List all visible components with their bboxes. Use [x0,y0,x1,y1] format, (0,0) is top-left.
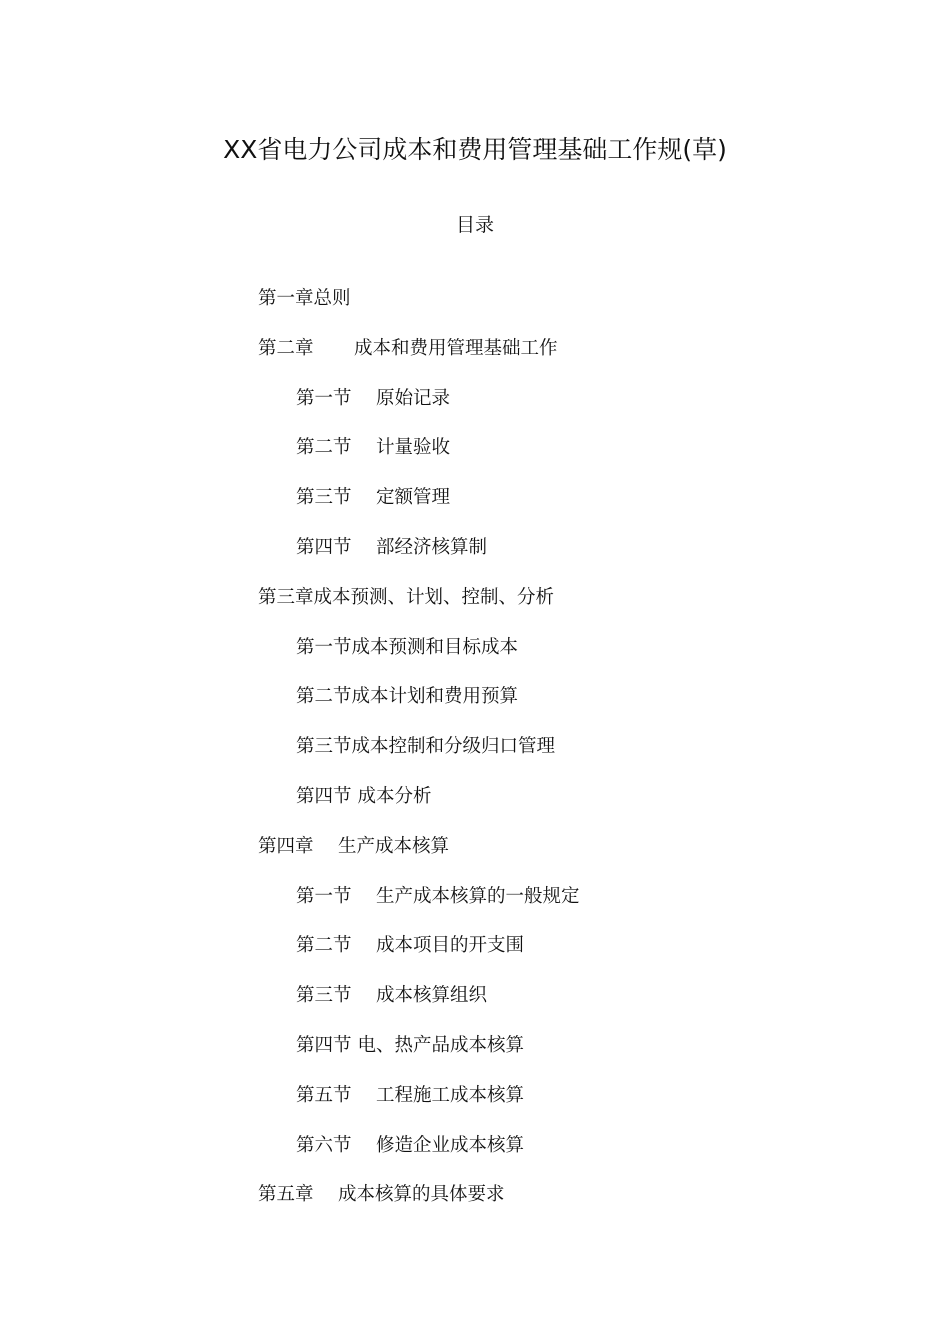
toc-chapter-3 [0,583,950,633]
toc-text: 定额管理 [376,487,451,509]
toc-number: 第四章 [258,835,314,857]
toc-chapter-5 [0,1180,950,1230]
toc-text: 总则 [313,288,351,309]
toc-section [0,682,950,732]
toc-number: 第五章 [258,1184,314,1206]
toc-text: 生产成本核算的一般规定 [376,885,580,907]
toc-number: 第二章 [258,337,314,359]
toc-chapter-4 [0,832,950,882]
toc-text: 成本预测、计划、控制、分析 [313,586,555,608]
toc-text: 成本核算的具体要求 [338,1184,505,1206]
toc-section [0,1081,950,1131]
toc-number: 第四节 [296,536,352,558]
toc-text: 计量验收 [376,437,451,459]
toc-text: 部经济核算制 [376,536,488,558]
toc-section [0,882,950,932]
toc-section [0,782,950,832]
toc-text: 电、热产品成本核算 [357,1034,525,1056]
toc-number: 第二节 [296,686,352,708]
toc-section [0,931,950,981]
toc-text: 成本计划和费用预算 [351,686,519,708]
toc-number: 第二节 [296,437,352,459]
toc-text: 成本和费用管理基础工作 [354,337,558,359]
toc-section [0,533,950,583]
toc-chapter-2 [0,334,950,384]
toc-section [0,981,950,1031]
toc-number: 第一节 [296,636,352,658]
toc-number: 第六节 [296,1134,352,1156]
toc-text: 成本项目的开支围 [376,935,525,957]
toc-number: 第一节 [296,885,352,907]
toc-number: 第一节 [296,387,352,409]
document-title: XX省电力公司成本和费用管理基础工作规(草) [223,135,727,164]
toc-number: 第一章 [258,288,314,309]
toc-number: 第二节 [296,935,352,957]
toc-section [0,1031,950,1081]
toc-number: 第三节 [296,736,352,758]
toc-text: 成本分析 [357,785,432,807]
toc-heading: 目录 [455,214,494,236]
toc-chapter-1 [0,284,950,334]
toc-text: 生产成本核算 [338,835,450,857]
toc-section [0,1131,950,1181]
toc-section [0,633,950,683]
toc-section [0,483,950,533]
toc-section [0,384,950,434]
toc-text: 成本预测和目标成本 [351,636,519,658]
table-of-contents [0,284,950,1230]
toc-text: 成本核算组织 [376,985,488,1007]
toc-section [0,732,950,782]
toc-number: 第三节 [296,985,352,1007]
toc-text: 成本控制和分级归口管理 [351,736,556,758]
toc-text: 修造企业成本核算 [376,1134,525,1156]
toc-section [0,433,950,483]
toc-number: 第三节 [296,487,352,509]
toc-number: 第四节 [296,785,352,807]
toc-text: 原始记录 [376,387,451,409]
toc-number: 第三章 [258,586,314,608]
toc-text: 工程施工成本核算 [376,1084,525,1106]
toc-number: 第四节 [296,1034,352,1056]
toc-number: 第五节 [296,1084,352,1106]
